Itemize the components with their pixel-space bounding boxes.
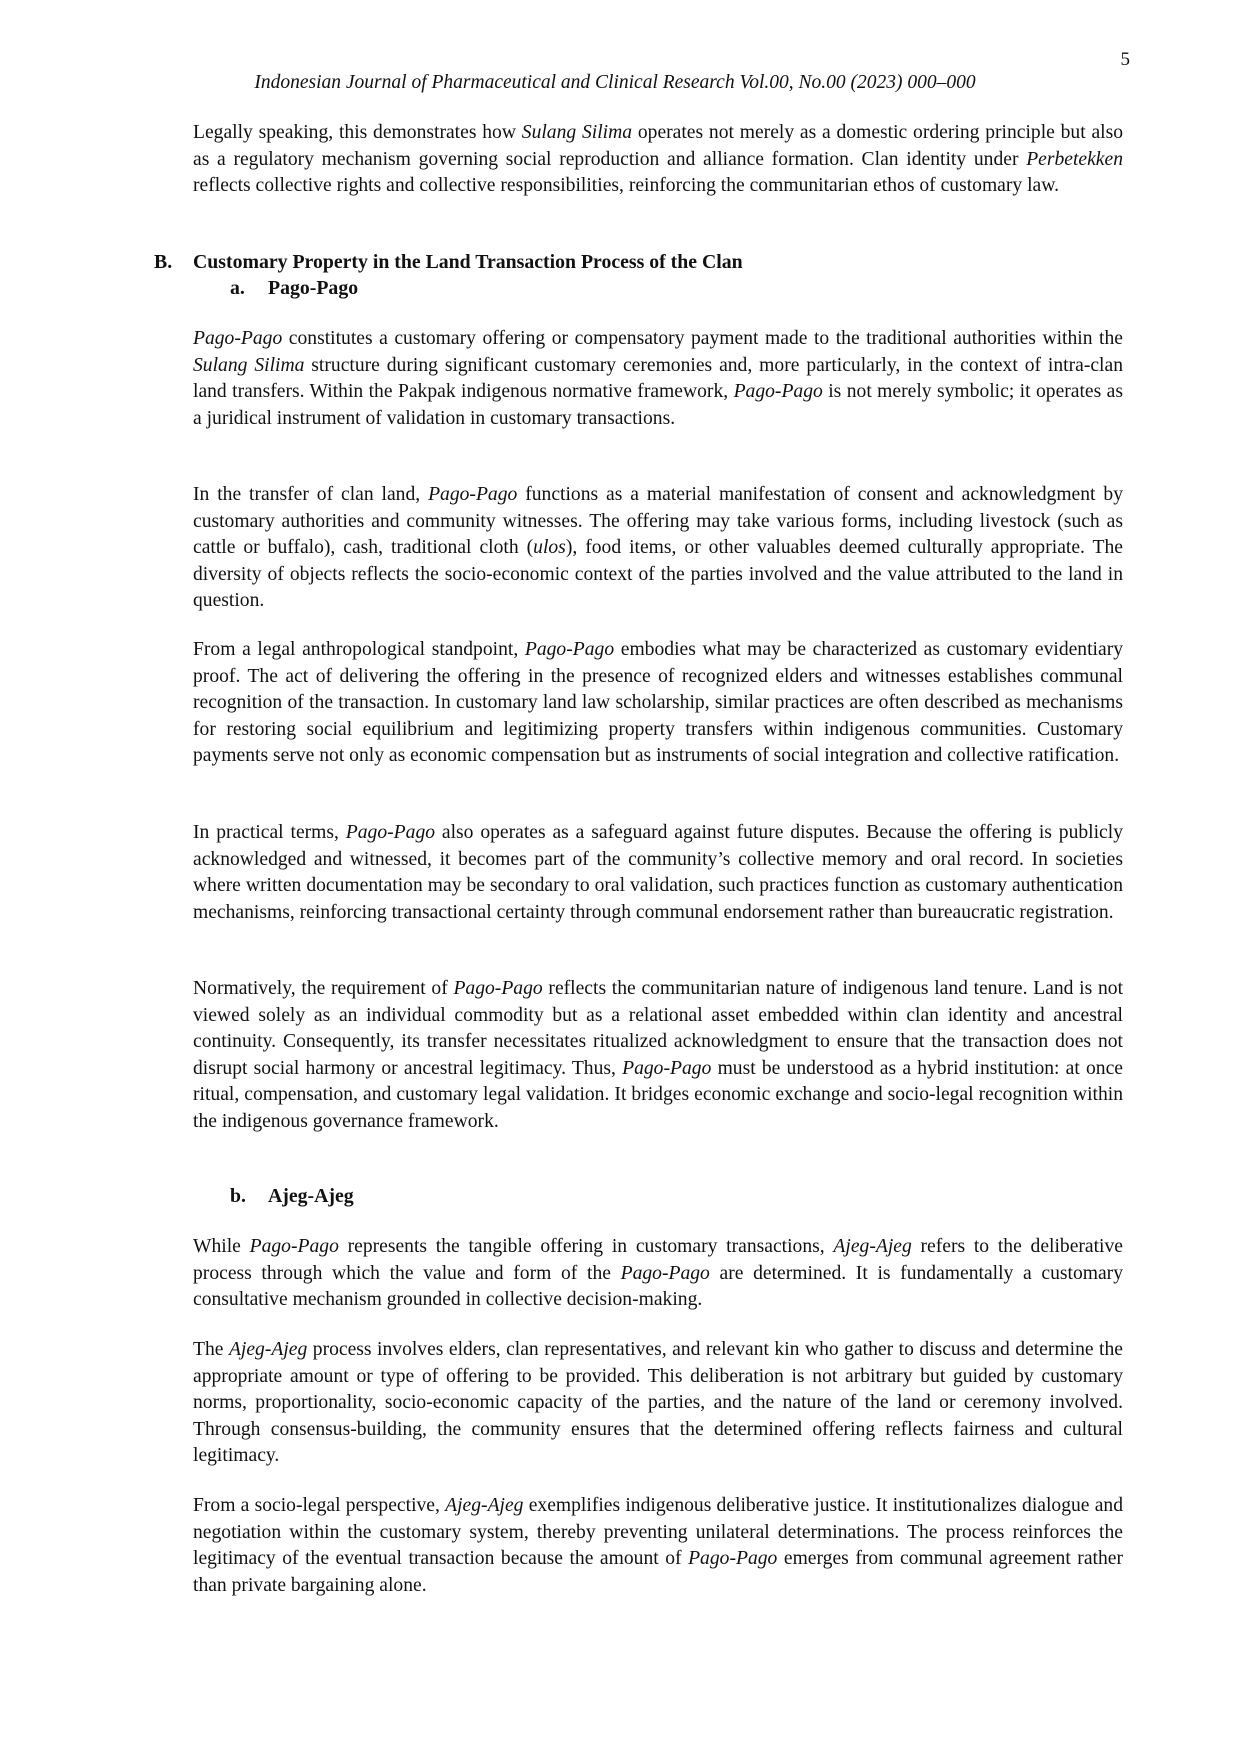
italic-term: Pago-Pago: [524, 639, 615, 660]
italic-term: Perbetekken: [1026, 148, 1123, 170]
text-run: constitutes a customary offering or compensatory payment made to the traditional authorities within the: [282, 328, 1123, 349]
subsection-title: Ajeg-Ajeg: [268, 1185, 354, 1207]
text-run: In the transfer of clan land,: [193, 484, 429, 505]
italic-term: Ajeg-Ajeg: [833, 1236, 912, 1257]
italic-term: Pago-Pago: [733, 381, 823, 402]
italic-term: Ajeg-Ajeg: [228, 1339, 308, 1360]
text-run: must be understood as a hybrid institution: at once ritual, compensation, and customary legal validation. It bridges economic exchange and socio-legal recognition within the indigenous governance framework.: [193, 1057, 1123, 1132]
italic-term: ulos: [533, 537, 566, 558]
section-marker: B.: [154, 251, 173, 273]
paragraph-ajeg-1: [193, 1234, 1123, 1314]
text-run: From a legal anthropological standpoint,: [193, 639, 525, 660]
italic-term: Pago-Pago: [688, 1548, 778, 1569]
text-run: exemplifies indigenous deliberative justice. It institutionalizes dialogue and negotiation within the customary system, thereby preventing unilateral determinations. The process reinforces the legitimacy of the eventual transaction because the amount of: [193, 1495, 1123, 1569]
text-run: structure during significant customary ceremonies and, more particularly, in the context of intra-clan land transfers. Within the Pakpak indigenous normative framework,: [193, 354, 1123, 402]
text-run: embodies what may be characterized as customary evidentiary proof. The act of delivering the offering in the presence of recognized elders and witnesses establishes communal recognition of the transaction. In customary land law scholarship, similar practices are often described as mechanisms for restoring social equilibrium and legitimizing property transfers within indigenous communities. Customary payments serve not only as economic compensation but as instruments of social integration and collective ratification.: [193, 639, 1124, 766]
italic-term: Pago-Pago: [453, 978, 543, 999]
paragraph-pago-5: [193, 976, 1123, 1135]
italic-term: Pago-Pago: [193, 328, 283, 349]
italic-term: Pago-Pago: [249, 1236, 339, 1257]
italic-term: Pago-Pago: [622, 1057, 712, 1079]
text-run: Normatively, the requirement of: [193, 978, 454, 999]
intro-paragraph: [193, 120, 1123, 200]
paragraph-ajeg-3: [193, 1493, 1123, 1599]
text-run: reflects the communitarian nature of indigenous land tenure. Land is not viewed solely as an individual commodity but as a relational asset embedded within clan identity and ancestral continuity. Consequently, its transfer necessitates ritualized acknowledgment to ensure that the transaction does not disrupt social harmony or ancestral legitimacy. Thus,: [193, 978, 1124, 1079]
paragraph-pago-3: [193, 637, 1123, 770]
paragraph-pago-4: [193, 820, 1123, 926]
italic-term: Pago-Pago: [345, 822, 436, 843]
text-run: operates not merely as a domestic ordering principle but also as a regulatory mechanism governing social reproduction and alliance formation. Clan identity under: [193, 122, 1124, 170]
subsection-marker: b.: [230, 1185, 246, 1207]
text-run: reflects collective rights and collective responsibilities, reinforcing the communitarian ethos of customary law.: [193, 175, 1060, 196]
text-run: In practical terms,: [193, 822, 346, 843]
text-run: ), food items, or other valuables deemed culturally appropriate. The diversity of objects reflects the socio-economic context of the parties involved and the value attributed to the land in question.: [193, 537, 1123, 611]
subsection-heading-a: [230, 275, 358, 301]
italic-term: Pago-Pago: [428, 484, 518, 505]
italic-term: Pago-Pago: [620, 1262, 710, 1284]
text-run: is not merely symbolic; it operates as a juridical instrument of validation in customary transactions.: [193, 381, 1123, 429]
text-run: also operates as a safeguard against future disputes. Because the offering is publicly acknowledged and witnessed, it becomes part of the community’s collective memory and oral record. In societies where written documentation may be secondary to oral validation, such practices function as customary authentication mechanisms, reinforcing transactional certainty through communal endorsement rather than bureaucratic registration.: [193, 822, 1123, 923]
text-run: While: [193, 1236, 250, 1257]
section-title: Customary Property in the Land Transaction Process of the Clan: [193, 251, 743, 273]
text-run: Legally speaking, this demonstrates how: [193, 122, 522, 143]
text-run: From a socio-legal perspective,: [193, 1495, 446, 1516]
subsection-title: Pago-Pago: [268, 277, 359, 299]
paragraph-pago-2: [193, 482, 1123, 615]
italic-term: Ajeg-Ajeg: [445, 1495, 524, 1516]
text-run: represents the tangible offering in customary transactions,: [338, 1236, 834, 1257]
running-header: Indonesian Journal of Pharmaceutical and Clinical Research Vol.00, No.00 (2023) 000–000: [254, 72, 976, 93]
italic-term: Sulang Silima: [193, 354, 305, 376]
section-heading-b: [154, 249, 743, 275]
text-run: process involves elders, clan representatives, and relevant kin who gather to discuss and determine the appropriate amount or type of offering to be provided. This deliberation is not arbitrary but guided by customary norms, proportionality, socio-economic capacity of the parties, and the nature of the land or ceremony involved. Through consensus-building, the community ensures that the determined offering reflects fairness and cultural legitimacy.: [193, 1339, 1123, 1466]
text-run: The: [193, 1339, 229, 1360]
subsection-heading-b: [230, 1183, 354, 1209]
paragraph-ajeg-2: [193, 1337, 1123, 1470]
subsection-marker: a.: [230, 277, 245, 299]
text-run: functions as a material manifestation of consent and acknowledgment by customary authorities and community witnesses. The offering may take various forms, including livestock (such as cattle or buffalo), cash, traditional cloth (: [193, 484, 1123, 558]
text-run: refers to the deliberative process through which the value and form of the: [193, 1236, 1123, 1284]
text-run: are determined. It is fundamentally a customary consultative mechanism grounded in collective decision-making.: [193, 1262, 1123, 1310]
text-run: emerges from communal agreement rather than private bargaining alone.: [193, 1548, 1123, 1596]
italic-term: Sulang Silima: [521, 122, 633, 143]
paragraph-pago-1: [193, 326, 1123, 432]
page-number: 5: [1120, 49, 1130, 70]
